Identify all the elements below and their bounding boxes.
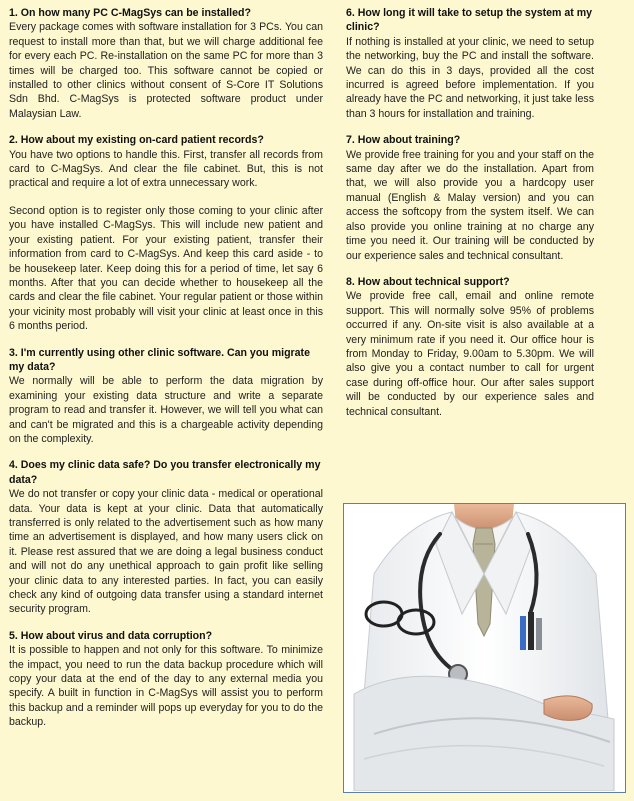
hand-shape <box>544 696 592 721</box>
pen-grey <box>536 618 542 650</box>
faq-answer: We normally will be able to perform the data migration by examining your existing data structure and write a separate program to read and transfer it. However, we will tell you what can and can't be migrated and this is a chargeable activity depending on the complexity. <box>9 375 323 445</box>
pen-black <box>528 612 534 650</box>
faq-question: 4. Does my clinic data safe? Do you transfer electronically my data? <box>9 459 321 486</box>
faq-item-7 <box>346 133 594 263</box>
faq-answer: Second option is to register only those coming to your clinic after you have installed C-MagSys. This will include new patient and your existing patient. For your existing patient, transfer their information from card to C-MagSys. And keep this card aside - to be housekeep later. Keep doing this for a period of time, let say 6 months. After that you can decide whether to housekeep all the cards and clear the file cabinet. Your regular patient or those within your vicinity most probably will visit your clinic at least once in this 6 months period. <box>9 204 323 333</box>
doctor-illustration <box>344 504 624 791</box>
faq-item-2 <box>9 133 323 333</box>
faq-question: 1. On how many PC C-MagSys can be installed? <box>9 7 251 19</box>
faq-item-6 <box>346 6 594 121</box>
faq-question: 6. How long it will take to setup the system at my clinic? <box>346 7 593 34</box>
faq-right-column <box>346 6 594 431</box>
faq-question: 7. How about training? <box>346 134 461 147</box>
faq-question: 8. How about technical support? <box>346 275 510 288</box>
faq-answer: If nothing is installed at your clinic, we need to setup the networking, buy the PC and install the software. We can do this in 3 days, provided all the cost incurred is agreed before implementation. If you already have the PC and networking, it just take less than 3 hours for installation and training. <box>346 35 594 120</box>
faq-item-4 <box>9 458 323 616</box>
faq-item-3 <box>9 346 323 447</box>
faq-item-5 <box>9 629 323 730</box>
faq-left-column <box>9 6 323 742</box>
faq-item-1 <box>9 6 323 121</box>
faq-answer: You have two options to handle this. First, transfer all records from card to C-MagSys. And clear the file cabinet. But, this is not practical and require a lot of extra unnecessary work. <box>9 148 323 190</box>
faq-answer: We do not transfer or copy your clinic data - medical or operational data. Your data is kept at your clinic. Data that automatically transferred is only related to the advertisement such as how many time an advertisement is displayed, and how many users click on it. Please rest assured that we are doing a legal business conduct and will not do any unethical approach to gain profit like selling your clinic data to any interested parties. In fact, you can easily check any kind of outgoing data transfer using a standard internet security program. <box>9 488 323 616</box>
pen-blue <box>520 616 526 650</box>
faq-question: 3. I'm currently using other clinic software. Can you migrate my data? <box>9 346 310 373</box>
faq-item-8 <box>346 275 594 419</box>
faq-answer: Every package comes with software installation for 3 PCs. You can request to install more than that, but we will charge additional fee for every each PC. Re-installation on the same PC for more than 3 times will be charged too. This software cannot be copied or installed to other clinics without consent of S-Core IT Solutions Sdn Bhd. C-MagSys is protected software product under Malaysian Law. <box>9 21 323 120</box>
doctor-photo <box>343 503 626 793</box>
faq-answer: We provide free training for you and your staff on the same day after we do the installation. Apart from that, we will also provide you a hardcopy user manual (English & Malay version) and you can access the softcopy from the system itself. We can also provide you online training at no charge any time you need it. Our training will be conducted by our experience sales and technical consultant. <box>346 148 594 262</box>
faq-answer: It is possible to happen and not only for this software. To minimize the impact, you need to run the data backup procedure which will copy your data at the end of the day to any external media you specify. A built in function in C-MagSys will assist you to perform this backup and a reminder will pops up everyday for you to do the backup. <box>9 644 323 729</box>
faq-question: 5. How about virus and data corruption? <box>9 629 213 642</box>
faq-answer: We provide free call, email and online remote support. This will normally solve 95% of problems occurred if any. On-site visit is also available at a very minimum rate if you need it. Our office hour is from Monday to Friday, 9.00am to 5.30pm. We will also give you a contact number to call for urgent case during off-office hour. Our after sales support will be conducted by our experience sales and technical consultant. <box>346 290 594 418</box>
faq-question: 2. How about my existing on-card patient records? <box>9 134 264 147</box>
